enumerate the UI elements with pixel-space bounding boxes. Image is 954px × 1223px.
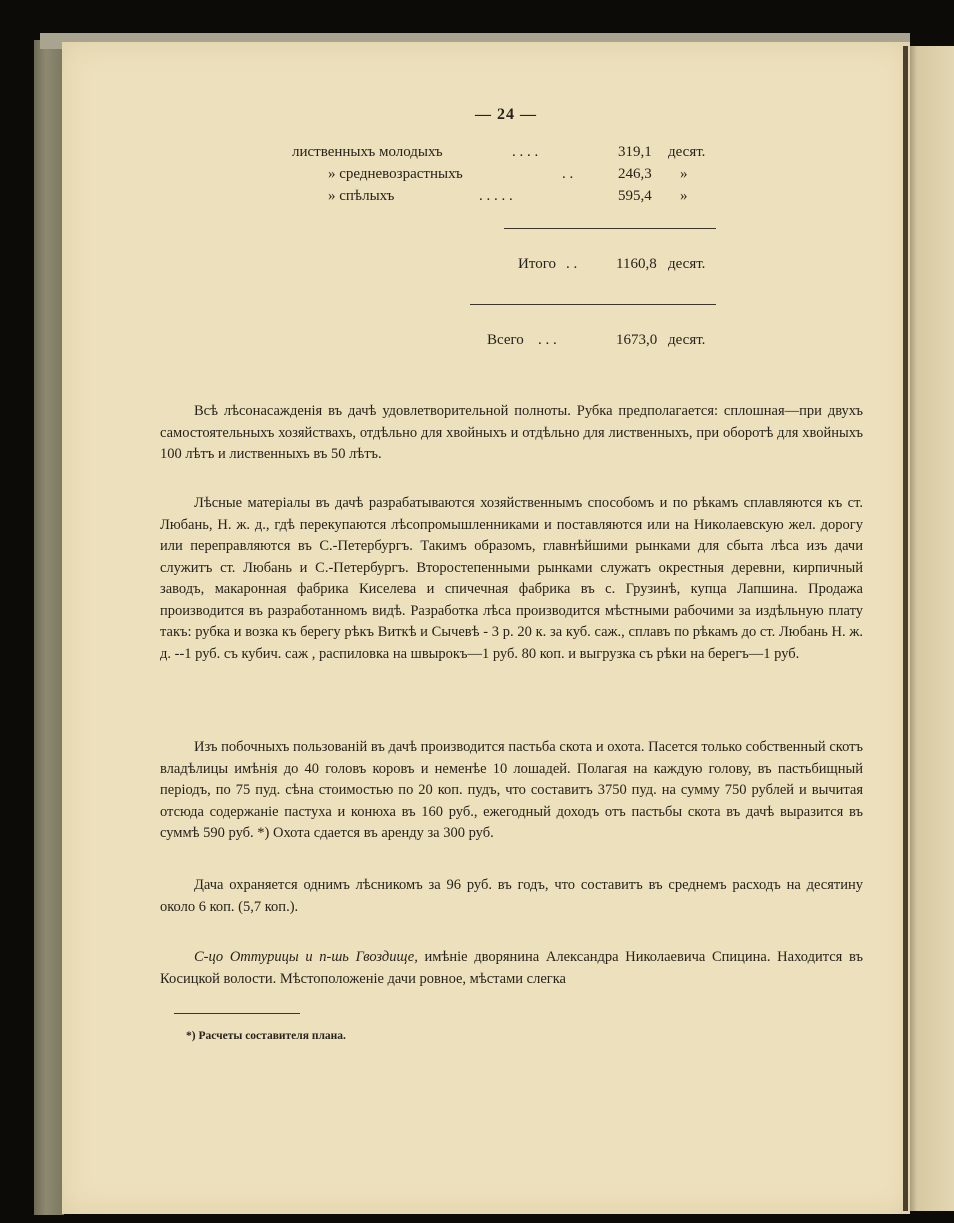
table-row-unit: десят. — [668, 144, 706, 160]
paragraph-side-uses: Изъ побочныхъ пользованій въ дачѣ производится пастьба скота и охота. Пасется только собственный скотъ владѣлицы имѣнія до 40 головъ коровъ и неменѣе 10 лошадей. Полагая на каждую голову, въ пастьбищный періодъ, по 75 пуд. сѣна стоимостью по 20 коп. пудъ, что составитъ 3750 пуд. на сумму 750 рублей и вычитая отсюда содержаніе пастуха и конюха въ 160 руб., ежегодный доходъ отъ пастьбы скота въ дачѣ выразится въ суммѣ 590 руб. *) Охота сдается въ аренду за 300 руб. — [160, 739, 863, 841]
table-row-dots: . . . . — [512, 144, 539, 160]
table-row-dots: . . . . . — [479, 188, 513, 204]
estate-name: С-цо Оттурицы и п-шь Гвоздище, — [194, 949, 418, 965]
paragraph-estate — [160, 947, 863, 990]
table-row-dots: . . — [562, 166, 574, 182]
paragraph-timber-market: Лѣсные матеріалы въ дачѣ разрабатываются хозяйственнымъ способомъ и по рѣкамъ сплавляются къ ст. Любань, Н. ж. д., гдѣ перекупаются лѣсопромышленниками и поставляются или на Николаевскую жел. дорогу или переправляются въ С.-Петербургъ. Такимъ образомъ, главнѣйшими рынками для сбыта лѣса изъ дачи служитъ ст. Любань и С.-Петербургъ. Второстепенными рынками служатъ окрестныя деревни, кирпичный заводъ, макаронная фабрика Киселева и спичечная фабрика въ с. Грузинѣ, купца Лапшина. Продажа производится въ разработанномъ видѣ. Разработка лѣса производится мѣстными рабочими за издѣльную плату такъ: рубка и возка къ берегу рѣкъ Виткѣ и Сычевѣ - 3 р. 20 к. за куб. саж., сплавъ по рѣкамъ до ст. Любань Н. ж. д. --1 руб. съ кубич. саж , распиловка на швырокъ—1 руб. 80 коп. и выгрузка съ рѣки на берегъ—1 руб. — [160, 495, 863, 662]
total-dots: . . . — [538, 332, 557, 348]
table-row-value: 246,3 — [618, 166, 652, 182]
footnote-rule — [174, 1013, 300, 1014]
total-unit: десят. — [668, 332, 706, 348]
table-row-value: 595,4 — [618, 188, 652, 204]
subtotal-label: Итого — [518, 256, 556, 272]
table-row-label: лиственныхъ молодыхъ — [292, 144, 443, 160]
book-spine — [34, 40, 64, 1215]
subtotal-unit: десят. — [668, 256, 706, 272]
table-row-label: » средневозрастныхъ — [328, 166, 463, 182]
table-row-unit: » — [680, 188, 688, 204]
total-value: 1673,0 — [616, 332, 658, 348]
subtotal-rule — [504, 228, 716, 229]
paragraph-felling: Всѣ лѣсонасажденія въ дачѣ удовлетворительной полноты. Рубка предполагается: сплошная—при двухъ самостоятельныхъ хозяйствахъ, отдѣльно для хвойныхъ и отдѣльно для лиственныхъ, при оборотѣ для хвойныхъ 100 лѣтъ и лиственныхъ въ 50 лѣтъ. — [160, 403, 863, 462]
footnote: *) Расчеты составителя плана. — [186, 1030, 346, 1042]
paragraph-guard: Дача охраняется однимъ лѣсникомъ за 96 руб. въ годъ, что составитъ въ среднемъ расходъ на десятину около 6 коп. (5,7 коп.). — [160, 877, 863, 915]
page-number: — 24 — — [475, 106, 537, 123]
subtotal-dots: . . — [566, 256, 578, 272]
table-row-value: 319,1 — [618, 144, 652, 160]
next-page-edge — [905, 46, 954, 1211]
total-label: Всего — [487, 332, 524, 348]
subtotal-value: 1160,8 — [616, 256, 657, 272]
table-row-label: » спѣлыхъ — [328, 188, 395, 204]
estate-text: имѣніе дворянина Александра Николаевича Спицина. Находится въ Косицкой волости. Мѣстоположеніе дачи ровное, мѣстами слегка — [160, 949, 863, 987]
total-rule — [470, 304, 716, 305]
page-gutter-edge — [903, 46, 908, 1211]
table-row-unit: » — [680, 166, 688, 182]
